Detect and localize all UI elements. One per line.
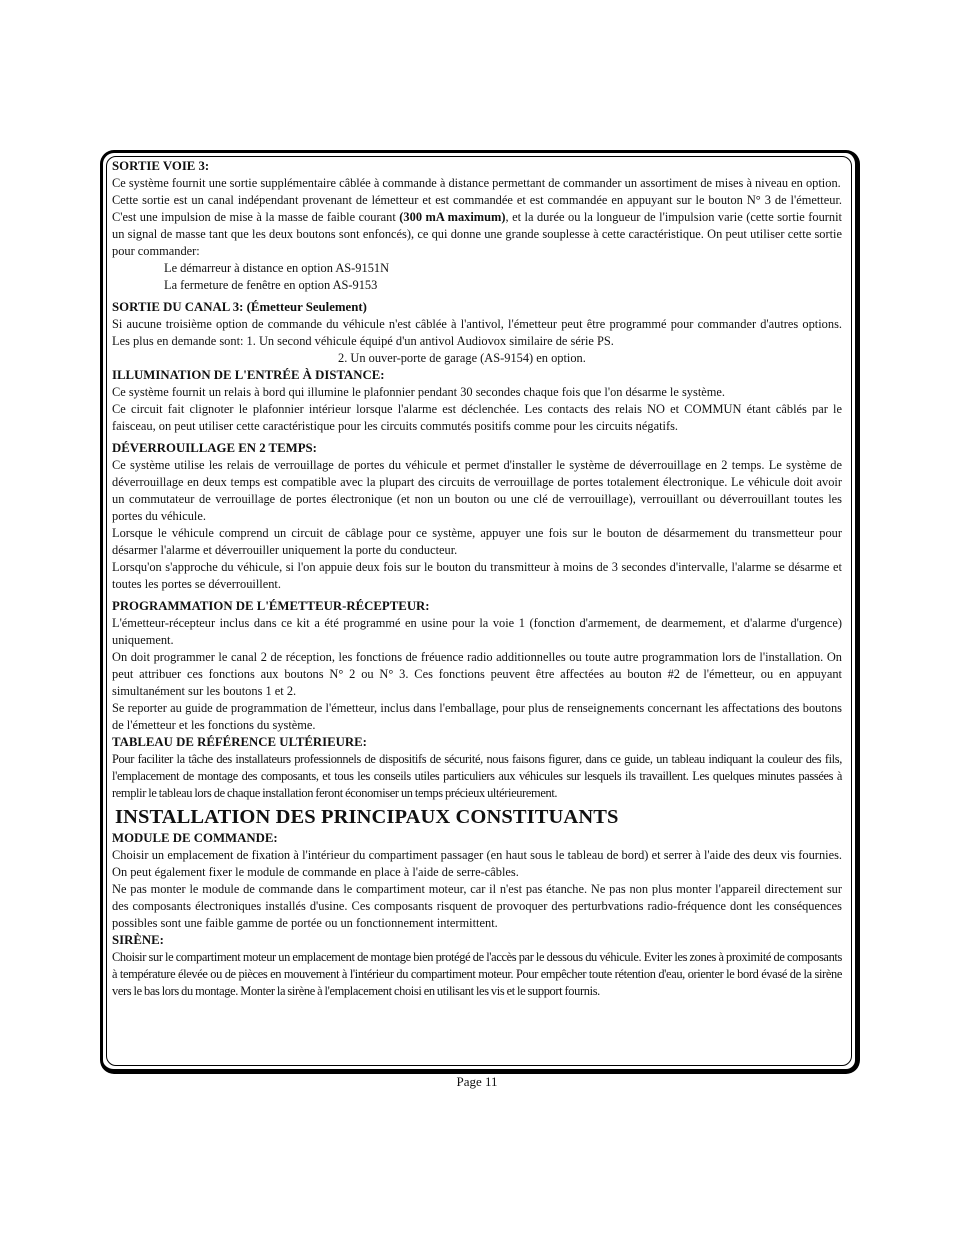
section-module-commande — [112, 830, 842, 932]
section-heading: PROGRAMMATION DE L'ÉMETTEUR-RÉCEPTEUR: — [112, 599, 430, 613]
paragraph: Ce système fournit un relais à bord qui illumine le plafonnier pendant 30 secondes chaque fois que l'on désarme le système. — [112, 385, 725, 399]
section-tableau-reference — [112, 734, 842, 802]
section-deverrouillage — [112, 440, 842, 593]
list-item: Le démarreur à distance en option AS-9151N — [164, 261, 390, 275]
section-sortie-voie-3 — [112, 158, 842, 294]
list-item: 2. Un ouver-porte de garage (AS-9154) en option. — [338, 351, 586, 365]
section-programmation — [112, 598, 842, 734]
section-sirene — [112, 932, 842, 1000]
paragraph: Ce circuit fait clignoter le plafonnier intérieur lorsque l'alarme est déclenchée. Les contacts des relais NO et COMMUN étant câblés par le faisceau, on peut utiliser cette caractéristique pour les circuits commutés positifs comme pour les circuits négatifs. — [112, 402, 842, 433]
text-run: Cette sortie est un canal indépendant provenant de lémetteur et est commandée et est commandée en appuyant sur le bouton N° 3 de l'émetteur. C'est une impulsion de mise à la masse de faible courant — [112, 193, 842, 224]
paragraph: Ne pas monter le module de commande dans le compartiment moteur, car il n'est pas étanche. Ne pas non plus monter l'appareil directement sur des composants électroniques installés d'usine. Ces composants risquent de provoquer des perturbvations radio-fréquence dont les conséquences possibles sont une faible gamme de portée ou un fonctionnement intermittent. — [112, 882, 842, 930]
section-illumination — [112, 367, 842, 435]
section-heading: ILLUMINATION DE L'ENTRÉE À DISTANCE: — [112, 368, 385, 382]
paragraph: Choisir sur le compartiment moteur un emplacement de montage bien protégé de l'accès par le dessous du véhicule. Eviter les zones à proximité de composants à température élevée ou de pièces en mouvement à l'intérieur du compartiment moteur. Pour empêcher toute rétention d'eau, orienter le bord évasé de la sirène vers le bas lors du montage. Monter la sirène à l'emplacement choisi en utilisant les vis et le support fournis. — [112, 950, 842, 998]
section-heading: TABLEAU DE RÉFÉRENCE ULTÉRIEURE: — [112, 735, 367, 749]
section-heading: MODULE DE COMMANDE: — [112, 831, 278, 845]
paragraph: Si aucune troisième option de commande du véhicule n'est câblée à l'antivol, l'émetteur peut être programmé pour commander d'autres options. Les plus en demande sont: 1. Un second véhicule équipé d'un antivol Audiovox similaire de série PS. — [112, 317, 842, 348]
paragraph: Lorsque le véhicule comprend un circuit de câblage pour ce système, appuyer une fois sur le bouton de désarmement du transmetteur pour désarmer l'alarme et déverrouiller uniquement la porte du conducteur. — [112, 526, 842, 557]
section-sortie-canal-3 — [112, 299, 842, 367]
paragraph: L'émetteur-récepteur inclus dans ce kit a été programmé en usine pour la voie 1 (fonction d'armement, de dearmement, et d'alarme d'urgence) uniquement. — [112, 616, 842, 647]
section-heading: SIRÈNE: — [112, 933, 164, 947]
paragraph — [112, 192, 842, 260]
paragraph: On doit programmer le canal 2 de réception, les fonctions de fréuence radio additionnelles ou toute autre programmation lors de l'installation. On peut attribuer ces fonctions aux boutons N° 2 ou N° 3. Ces fonctions peuvent être affectées au bouton #2 de l'émetteur, ou en appuyant simultanément sur les boutons 1 et 2. — [112, 650, 842, 698]
paragraph: Pour faciliter la tâche des installateurs professionnels de dispositifs de sécurité, nous faisons figurer, dans ce guide, un tableau indiquant la couleur des fils, l'emplacement de montage des composants, et tous les conseils utiles particuliers aux véhicules sur lesquels ils travaillent. Les quelques minutes passées à remplir le tableau lors de chaque installation feront économiser un temps précieux ultérieurement. — [112, 752, 842, 800]
paragraph: Choisir un emplacement de fixation à l'intérieur du compartiment passager (en haut sous le tableau de bord) et serrer à l'aide des deux vis fournies. On peut également fixer le module de commande en place à l'aide de serre-câbles. — [112, 848, 842, 879]
page-content — [112, 158, 842, 1000]
paragraph: Lorsqu'on s'approche du véhicule, si l'on appuie deux fois sur le bouton du transmitteur à moins de 3 secondes d'intervalle, l'alarme se désarme et toutes les portes se déverrouillent. — [112, 560, 842, 591]
paragraph: Se reporter au guide de programmation de l'émetteur, inclus dans l'emballage, pour plus de renseignements concernant les affectations des boutons de l'émetteur et les fonctions du système. — [112, 701, 842, 732]
text-run: , et la durée ou la longueur de l'impulsion varie (cette sortie fournit un signal de masse tant que les deux boutons sont enfoncés), ce qui donne une grande souplesse à cette caractéristique. On peut utiliser cette sortie pour commander: — [112, 210, 843, 258]
section-heading: SORTIE VOIE 3: — [112, 159, 210, 173]
section-heading: SORTIE DU CANAL 3: (Émetteur Seulement) — [112, 300, 367, 314]
bold-text: (300 mA maximum) — [399, 210, 506, 224]
page-number: Page 11 — [456, 1074, 498, 1089]
section-heading: DÉVERROUILLAGE EN 2 TEMPS: — [112, 441, 317, 455]
main-heading: INSTALLATION DES PRINCIPAUX CONSTITUANTS — [115, 806, 619, 828]
paragraph: Ce système utilise les relais de verrouillage de portes du véhicule et permet d'installer le système de déverrouillage en 2 temps. Le système de déverrouillage en deux temps est compatible avec la plupart des circuits de verrouillage de portes totalement électronique. Le véhicule doit avoir un commutateur de verrouillage de portes électronique (et non un bouton ou une clé de verrouillage), verrouillant ou déverrouillant toutes les portes du véhicule. — [112, 458, 842, 523]
paragraph: Ce système fournit une sortie supplémentaire câblée à commande à distance permettant de commander un assortiment de mises à niveau en option. — [112, 176, 841, 190]
list-item: La fermeture de fenêtre en option AS-9153 — [164, 278, 378, 292]
